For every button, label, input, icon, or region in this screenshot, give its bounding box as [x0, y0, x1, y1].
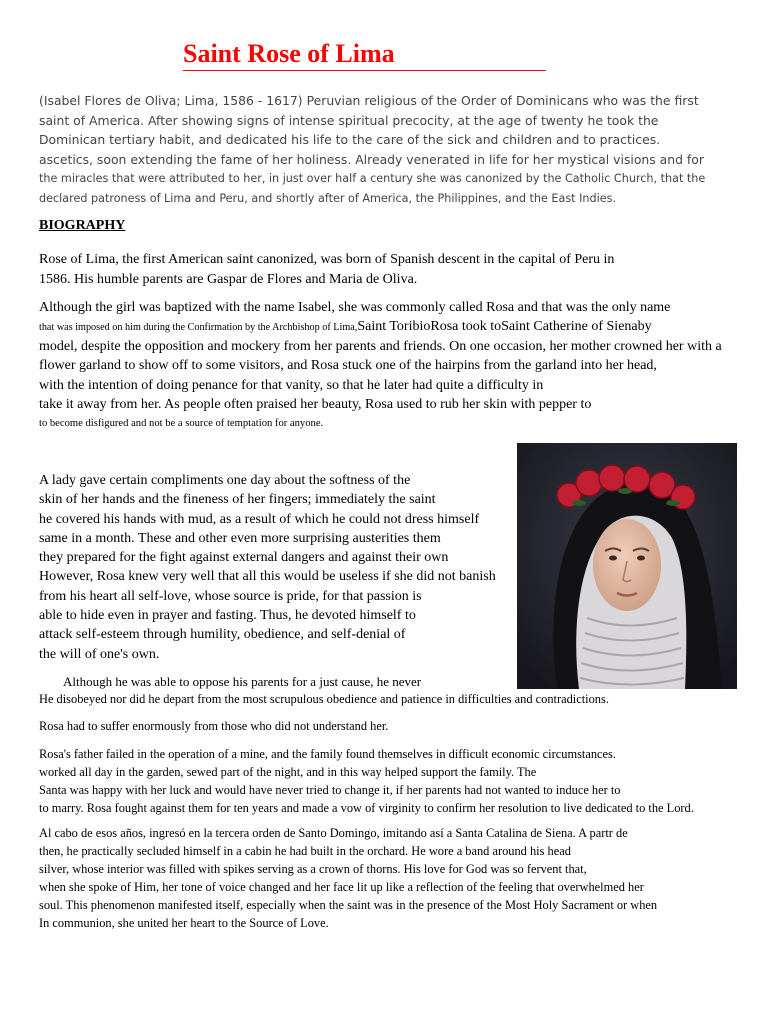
paragraph-suffering: Rosa had to suffer enormously from those who did not understand her.: [39, 719, 389, 733]
intro-line: declared patroness of Lima and Peru, and shortly after of America, the Philippines, and the East Indies.: [39, 191, 616, 205]
paragraph-obedience: [39, 673, 609, 708]
intro-line: the miracles that were attributed to her, in just over half a century she was canonized by the Catholic Church, that the: [39, 172, 706, 185]
intro-line: saint of America. After showing signs of intense spiritual precocity, at the age of twenty he took the: [39, 112, 659, 128]
paragraph-line: to marry. Rosa fought against them for ten years and made a vow of virginity to confirm her resolution to live dedicated to the Lord.: [39, 801, 694, 815]
intro-line: Dominican tertiary habit, and dedicated his life to the care of the sick and children and to practices.: [39, 132, 661, 147]
paragraph-line: soul. This phenomenon manifested itself, especially when the saint was in the presence of the Most Holy Sacrament or when: [39, 898, 658, 912]
paragraph-line: Al cabo de esos años, ingresó en la tercera orden de Santo Domingo, imitando así a Santa Catalina de Siena. A partr de: [39, 826, 628, 840]
paragraph-family: [39, 745, 694, 817]
paragraph-line: 1586. His humble parents are Gaspar de Flores and Maria de Oliva.: [39, 271, 418, 287]
intro-line: ascetics, soon extending the fame of her holiness. Already venerated in life for her mystical visions and for: [39, 151, 704, 167]
paragraph-line: they prepared for the fight against external dangers and against their own: [39, 550, 449, 566]
paragraph-line: [39, 317, 722, 336]
paragraph-line: Rosa's father failed in the operation of a mine, and the family found themselves in difficult economic circumstances.: [39, 747, 616, 761]
paragraph-line: skin of her hands and the fineness of her fingers; immediately the saint: [39, 492, 436, 508]
paragraph-line: A lady gave certain compliments one day about the softness of the: [39, 473, 411, 488]
biography-heading: BIOGRAPHY: [39, 218, 126, 233]
portrait-illustration: [517, 443, 737, 689]
paragraph-line: Santa was happy with her luck and would have never tried to change it, if her parents had not wanted to induce her to: [39, 783, 621, 797]
paragraph-line: same in a month. These and other even more surprising austerities them: [39, 530, 441, 546]
paragraph-line: then, he practically secluded himself in a cabin he had built in the orchard. He wore a band around his head: [39, 844, 571, 858]
paragraph-line: model, despite the opposition and mockery from her parents and friends. On one occasion, her mother crowned her with a: [39, 338, 722, 354]
paragraph-line: to become disfigured and not be a source of temptation for anyone.: [39, 418, 324, 430]
paragraph-line: able to hide even in prayer and fasting. Thus, he devoted himself to: [39, 608, 416, 624]
paragraph-compliments: [39, 471, 496, 664]
portrait-image: [517, 443, 737, 689]
paragraph-line: Although he was able to oppose his parents for a just cause, he never: [63, 674, 422, 689]
paragraph-line: he covered his hands with mud, as a result of which he could not dress himself: [39, 511, 480, 527]
paragraph-text: Saint ToribioRosa took toSaint Catherine of Sienaby: [357, 319, 652, 335]
paragraph-line: take it away from her. As people often praised her beauty, Rosa used to rub her skin with pepper to: [39, 396, 592, 412]
paragraph-line: worked all day in the garden, sewed part of the night, and in this way helped support the family. The: [39, 765, 537, 779]
paragraph-line: with the intention of doing penance for that vanity, so that he later had quite a difficulty in: [39, 377, 544, 393]
paragraph-birth: [39, 250, 614, 289]
small-text: that was imposed on him during the Confirmation by the Archbishop of Lima,: [39, 322, 358, 334]
paragraph-third-order: [39, 824, 657, 932]
paragraph-line: Rose of Lima, the first American saint canonized, was born of Spanish descent in the capital of Peru in: [39, 252, 615, 267]
paragraph-line: flower garland to show off to some visitors, and Rosa stuck one of the hairpins from the garland into her head,: [39, 358, 657, 374]
intro-line: (Isabel Flores de Oliva; Lima, 1586 - 1617) Peruvian religious of the Order of Dominicans who was the first: [39, 93, 699, 108]
paragraph-line: from his heart all self-love, whose source is pride, for that passion is: [39, 588, 422, 604]
paragraph-line: the will of one's own.: [39, 646, 160, 662]
paragraph-line: attack self-esteem through humility, obedience, and self-denial of: [39, 627, 406, 643]
paragraph-baptism: [39, 298, 722, 434]
intro-summary: [39, 91, 744, 208]
paragraph-line: In communion, she united her heart to the Source of Love.: [39, 916, 329, 930]
paragraph-line: However, Rosa knew very well that all this would be useless if she did not banish: [39, 569, 496, 585]
paragraph-line: He disobeyed nor did he depart from the most scrupulous obedience and patience in difficulties and contradictions.: [39, 691, 609, 706]
page-title: Saint Rose of Lima: [183, 38, 546, 71]
paragraph-line: silver, whose interior was filled with spikes serving as a crown of thorns. His love for God was so fervent that,: [39, 862, 587, 876]
paragraph-line: Although the girl was baptized with the name Isabel, she was commonly called Rosa and that was the only name: [39, 300, 671, 315]
paragraph-line: when she spoke of Him, her tone of voice changed and her face lit up like a reflection of the feeling that overwhelmed her: [39, 880, 644, 894]
